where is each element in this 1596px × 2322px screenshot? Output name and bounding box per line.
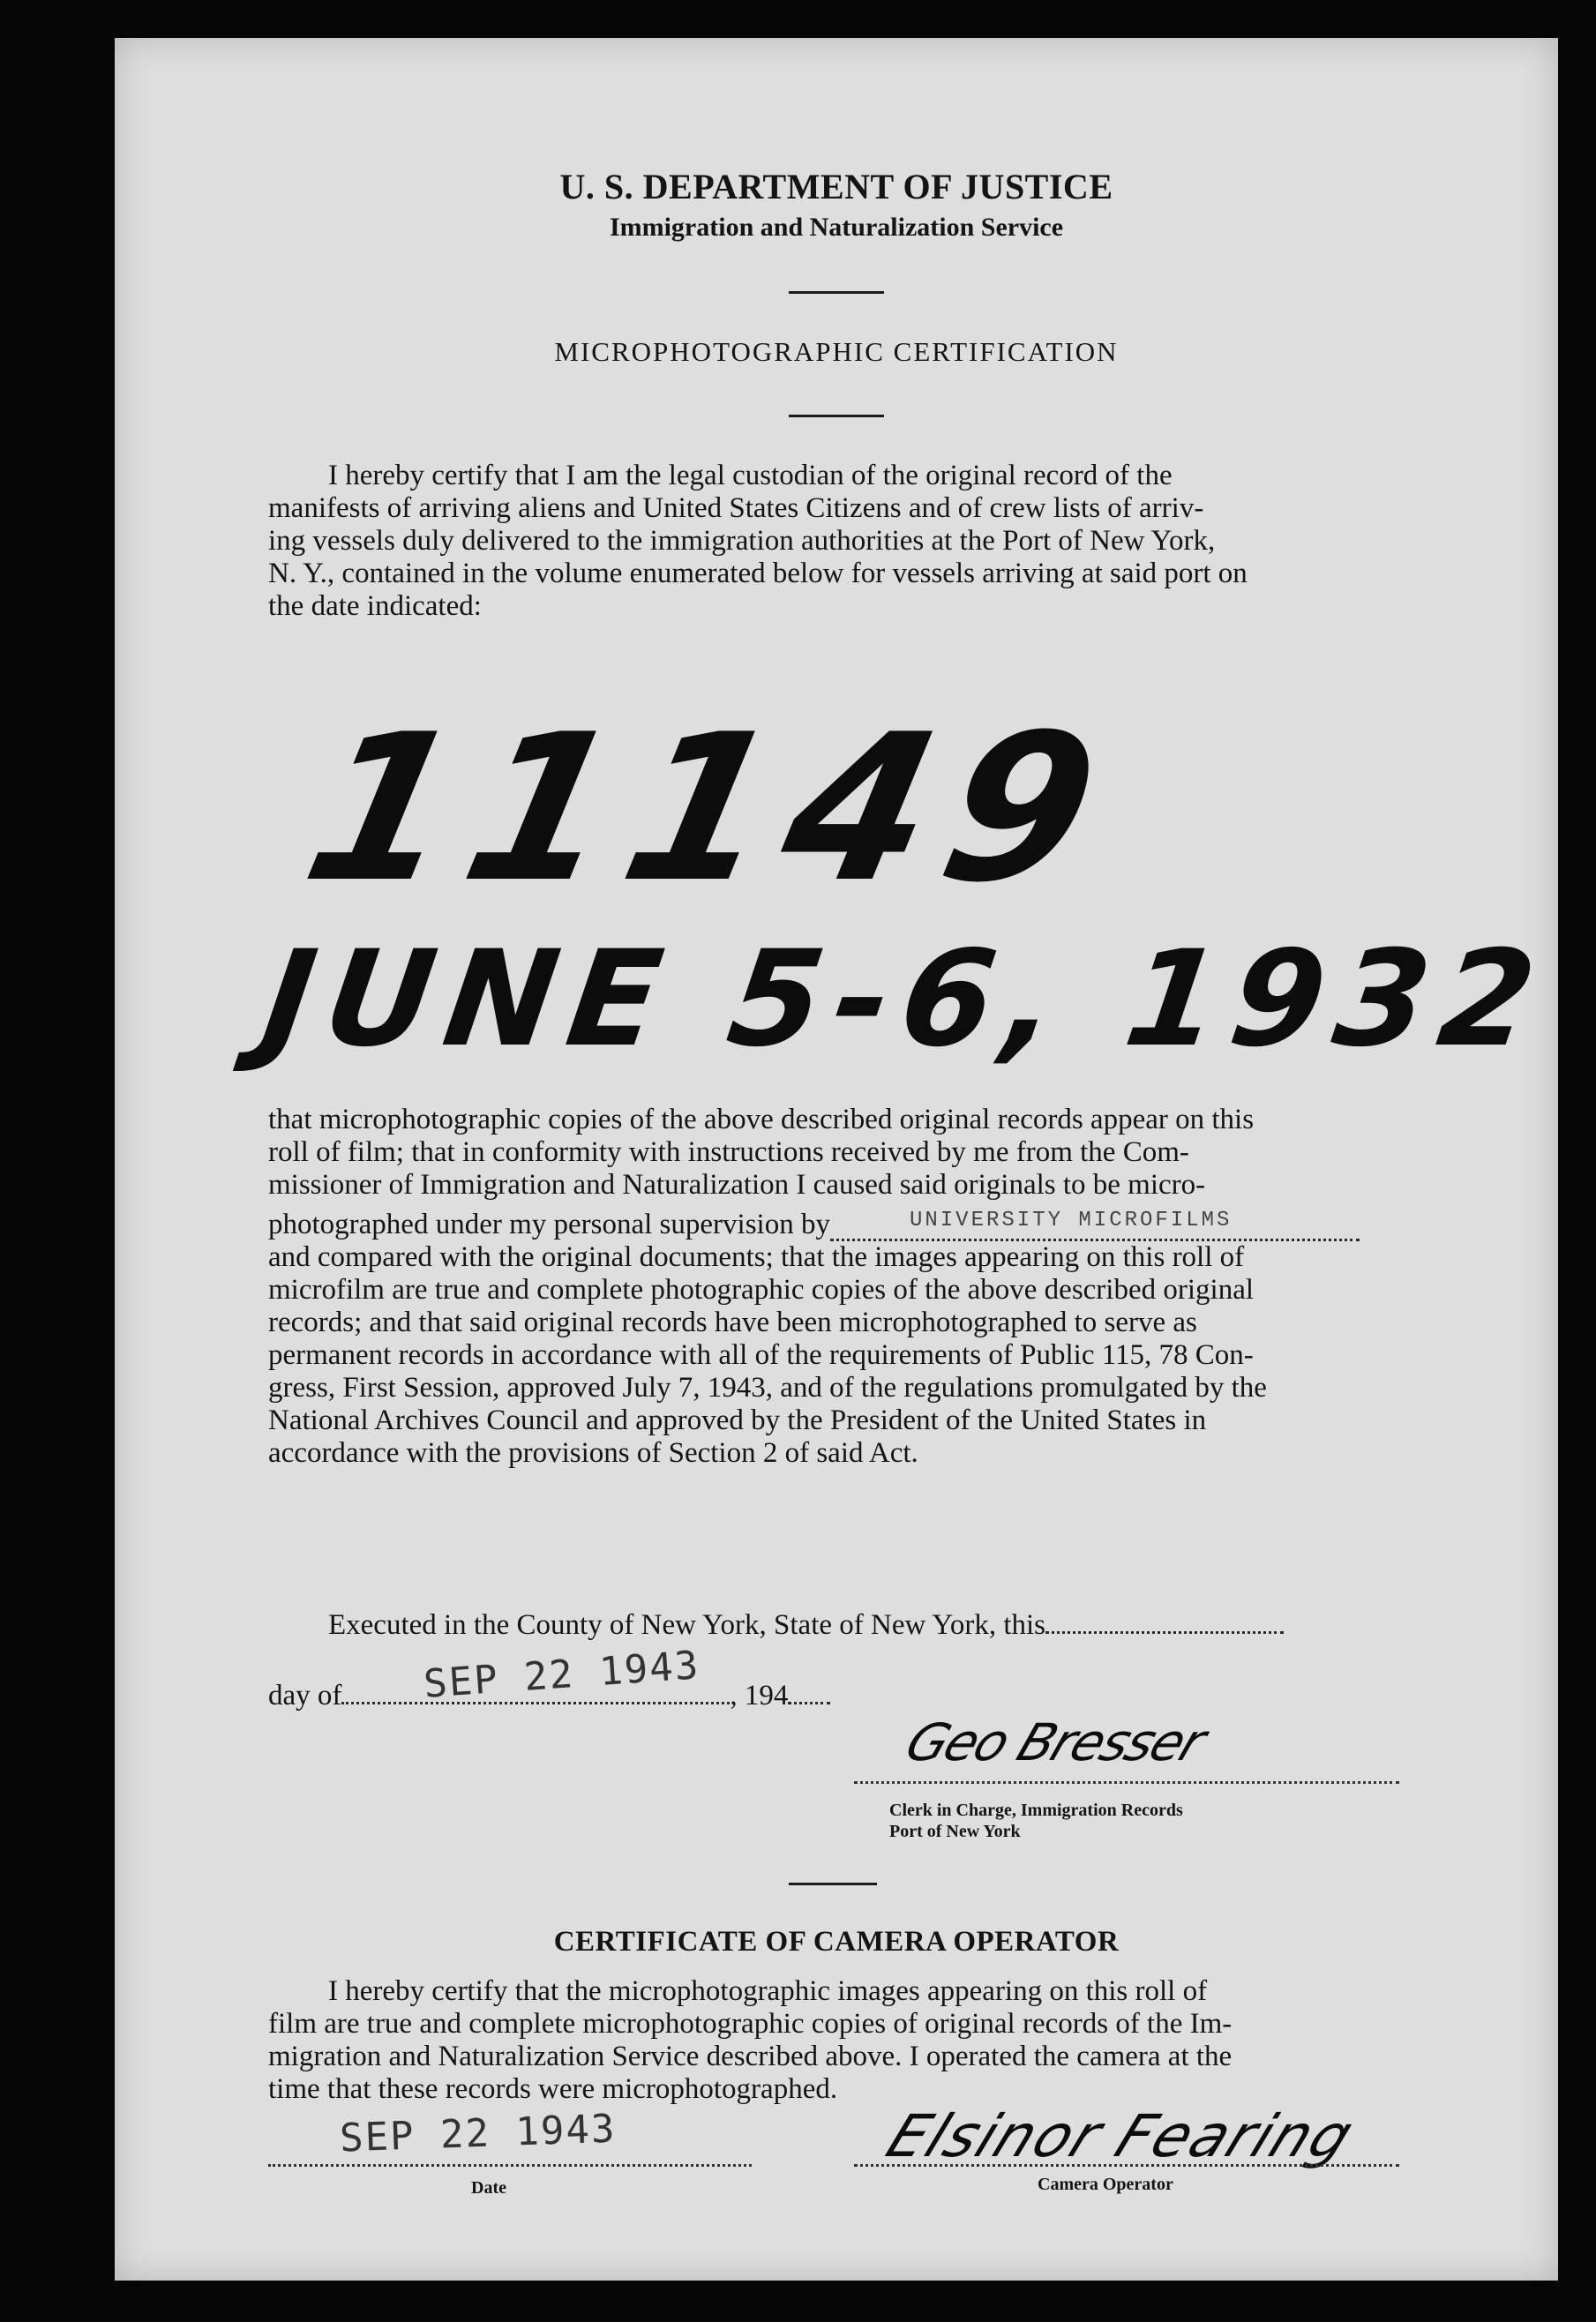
intro-line: manifests of arriving aliens and United States Citizens and of crew lists of arriv- [268,492,1204,524]
supervision-agent: UNIVERSITY MICROFILMS [909,1209,1233,1232]
divider-title [789,415,884,417]
supervision-prefix: photographed under my personal supervision by [268,1209,830,1240]
supervision-line [268,1209,1401,1241]
camera-line: film are true and complete microphotographic copies of original records of the Im- [268,2008,1233,2040]
agency-heading: U. S. DEPARTMENT OF JUSTICE [559,167,1113,206]
supervision-fill-line [830,1209,1360,1241]
date-signature-line [268,2164,752,2167]
body-line: roll of film; that in conformity with instructions received by me from the Com- [268,1136,1189,1168]
service-subheading: Immigration and Naturalization Service [609,213,1064,242]
clerk-signature-line [854,1781,1399,1784]
handwritten-date-range: JUNE 5-6, 1932 [253,923,1556,1076]
day-of-label: day of [268,1680,342,1712]
certification-title: MICROPHOTOGRAPHIC CERTIFICATION [554,336,1119,367]
date-label: Date [471,2178,506,2198]
body-line: and compared with the original documents; that the images appearing on this roll of [268,1241,1245,1273]
camera-operator-paragraph [268,1975,1401,2106]
camera-line: I hereby certify that the microphotographic images appearing on this roll of [328,1975,1208,2007]
body-line: accordance with the provisions of Section 2 of said Act. [268,1437,918,1469]
executed-text: Executed in the County of New York, State of New York, this [328,1609,1046,1641]
body-line: missioner of Immigration and Naturalization I caused said originals to be micro- [268,1169,1206,1201]
body-line: National Archives Council and approved by the President of the United States in [268,1404,1207,1436]
body-line: gress, First Session, approved July 7, 1943, and of the regulations promulgated by the [268,1372,1267,1404]
body-line: permanent records in accordance with all of the requirements of Public 115, 78 Con- [268,1339,1254,1371]
date-stamp-executed: SEP 22 1943 [422,1643,701,1707]
intro-line: I hereby certify that I am the legal custodian of the original record of the [328,460,1173,491]
body-line: microfilm are true and complete photographic copies of the above described original [268,1274,1255,1306]
executed-line [328,1607,1284,1642]
body-paragraph [268,1104,1401,1470]
handwritten-volume-number: 11149 [288,692,1133,927]
body-line: that microphotographic copies of the above described original records appear on this [268,1104,1255,1135]
year-fill-line [788,1677,830,1704]
year-prefix: , 194 [730,1680,789,1712]
clerk-office: Port of New York [889,1822,1021,1841]
operator-signature: Elsinor Fearing [877,2102,1365,2170]
camera-line: migration and Naturalization Service described above. I operated the camera at the [268,2041,1233,2072]
intro-paragraph [268,460,1401,623]
clerk-signature: Geo Bresser [897,1712,1213,1772]
operator-label: Camera Operator [1038,2175,1173,2194]
intro-line: ing vessels duly delivered to the immigration authorities at the Port of New York, [268,525,1216,557]
date-stamp-camera: SEP 22 1943 [339,2106,618,2161]
clerk-title: Clerk in Charge, Immigration Records [889,1801,1183,1820]
intro-line: the date indicated: [268,590,482,622]
divider-top [789,291,884,294]
operator-signature-line [854,2164,1399,2167]
camera-operator-heading: CERTIFICATE OF CAMERA OPERATOR [553,1926,1120,1958]
camera-line: time that these records were microphotographed. [268,2073,838,2105]
certificate-page [115,38,1558,2281]
executed-day-fill-line [1045,1607,1284,1634]
divider-camera [789,1883,877,1885]
intro-line: N. Y., contained in the volume enumerated below for vessels arriving at said port on [268,558,1248,589]
body-line: records; and that said original records have been microphotographed to serve as [268,1307,1197,1338]
